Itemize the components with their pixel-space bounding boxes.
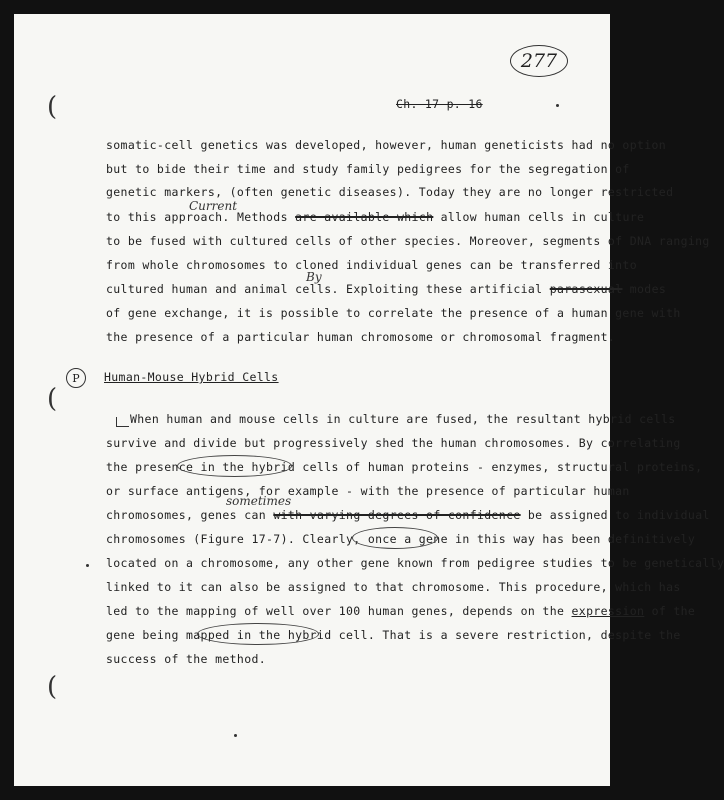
pencil-circle-hybrid-cells <box>177 455 292 477</box>
p1-line-5: to be fused with cultured cells of other species. Moreover, segments of DNA ranging <box>106 234 710 248</box>
p1-line-3 <box>106 185 673 199</box>
p1-line-7b: Exploiting these artificial <box>346 282 543 296</box>
p2-line-4: or surface antigens, for example - with the presence of particular human <box>106 484 630 498</box>
p1-struck-parasexual: parasexual <box>549 282 623 296</box>
punch-hole-mark-middle: ( <box>47 384 58 414</box>
handwritten-insert-by: By <box>306 270 322 284</box>
p1-line-1: somatic-cell genetics was developed, however, human geneticists had no option <box>106 138 667 152</box>
punch-hole-mark-bottom: ( <box>47 672 58 702</box>
p2-line-9a: led to the mapping of well over 100 human genes, depends on the <box>106 604 565 618</box>
p2-line-3: the presence in the hybrid cells of human proteins - enzymes, structural proteins, <box>106 460 703 474</box>
p1-line-7 <box>106 282 666 296</box>
p1-struck-text: are available which <box>295 210 434 224</box>
p2-line-11: success of the method. <box>106 652 267 666</box>
p2-line-2: survive and divide but progressively shed the human chromosomes. By correlating <box>106 436 681 450</box>
p2-line-8: linked to it can also be assigned to that chromosome. This procedure, which has <box>106 580 681 594</box>
p1-line-9: the presence of a particular human chromosome or chromosomal fragment. <box>106 330 616 344</box>
punch-hole-mark-top: ( <box>47 92 58 122</box>
p1-line-3b: Today they are no longer restricted <box>418 185 674 199</box>
pencil-circle-in-the-hybrid-cell <box>197 623 319 645</box>
document-page <box>14 14 724 786</box>
p1-line-4 <box>106 210 644 224</box>
pen-dot <box>86 564 89 567</box>
p1-line-3a: genetic markers, (often genetic diseases). <box>106 185 412 199</box>
p1-line-4a: to this approach. <box>106 210 230 224</box>
handwritten-insert-current: Current <box>189 199 238 213</box>
p1-line-8: of gene exchange, it is possible to correlate the presence of a human gene with <box>106 306 681 320</box>
p1-line-2: but to bide their time and study family pedigrees for the segregation of <box>106 162 630 176</box>
chapter-reference: Ch. 17 p. 16 <box>396 97 483 111</box>
p2-line-6: chromosomes (Figure 17-7). Clearly, once a gene in this way has been definitively <box>106 532 696 546</box>
pencil-circle-in-this-way <box>352 527 438 549</box>
indent-bracket-mark <box>116 417 129 427</box>
p2-line-1: When human and mouse cells in culture are fused, the resultant hybrid cells <box>130 412 676 426</box>
p1-line-7a: cultured human and animal cells. <box>106 282 339 296</box>
p2-struck-text: with varying degrees of confidence <box>273 508 521 522</box>
pen-dot <box>234 734 237 737</box>
p1-line-7d: modes <box>629 282 667 296</box>
handwritten-insert-sometimes: sometimes <box>226 494 292 508</box>
p1-line-4d: allow human cells in culture <box>440 210 645 224</box>
p2-line-5 <box>106 508 710 522</box>
p1-line-6: from whole chromosomes to cloned individual genes can be transferred into <box>106 258 637 272</box>
p2-line-9c: of the <box>651 604 696 618</box>
section-heading: Human-Mouse Hybrid Cells <box>104 370 279 384</box>
p2-line-5c: be assigned to individual <box>527 508 710 522</box>
handwritten-page-number: 277 <box>510 45 568 77</box>
p2-line-7: located on a chromosome, any other gene known from pedigree studies to be genetically <box>106 556 724 570</box>
pen-dot <box>556 104 559 107</box>
p2-line-5a: chromosomes, genes can <box>106 508 267 522</box>
p2-underlined-expression: expression <box>571 604 645 618</box>
p2-line-10: gene being mapped in the hybrid cell. That is a severe restriction, despite the <box>106 628 681 642</box>
p2-line-9 <box>106 604 695 618</box>
circled-paragraph-marker: P <box>66 368 86 388</box>
p1-line-4b: Methods <box>236 210 288 224</box>
